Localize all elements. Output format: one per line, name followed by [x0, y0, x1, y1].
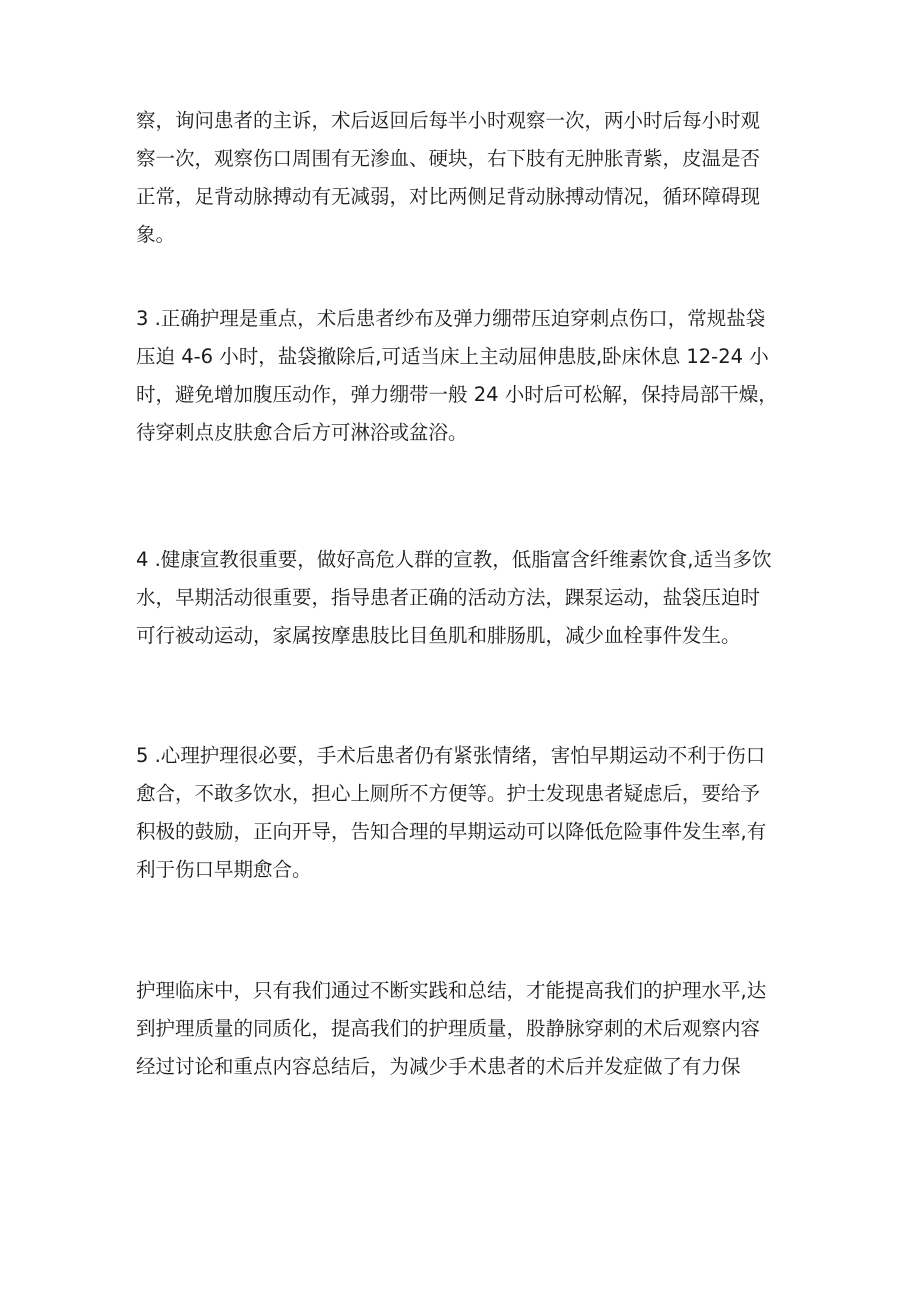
- paragraph-item-4: [136, 541, 816, 655]
- paragraph-item-5: [136, 737, 816, 889]
- text-line: 护理临床中，只有我们通过不断实践和总结，才能提高我们的护理水平,达: [136, 979, 767, 1002]
- text-line: 3 .正确护理是重点，术后患者纱布及弹力绷带压迫穿刺点伤口，常规盐袋: [136, 307, 766, 330]
- text-line: 察，询问患者的主诉，术后返回后每半小时观察一次，两小时后每小时观: [136, 109, 761, 132]
- paragraph-item-3: [136, 300, 816, 452]
- text-line: 象。: [136, 223, 176, 246]
- text-line: 经过讨论和重点内容总结后，为减少手术患者的术后并发症做了有力保: [136, 1055, 741, 1078]
- paragraph-observation: [136, 102, 816, 254]
- text-line: 愈合，不敢多饮水，担心上厕所不方便等。护士发现患者疑虑后，要给予: [136, 782, 761, 805]
- text-line: 4 .健康宣教很重要，做好高危人群的宣教，低脂富含纤维素饮食,适当多饮: [136, 548, 772, 571]
- text-line: 利于伤口早期愈合。: [136, 858, 312, 881]
- text-line: 水，早期活动很重要，指导患者正确的活动方法，踝泵运动，盐袋压迫时: [136, 586, 761, 609]
- text-line: 待穿刺点皮肤愈合后方可淋浴或盆浴。: [136, 421, 468, 444]
- paragraph-conclusion: [136, 972, 816, 1086]
- text-line: 5 .心理护理很必要，手术后患者仍有紧张情绪，害怕早期运动不利于伤口: [136, 744, 766, 767]
- text-line: 时，避免增加腹压动作，弹力绷带一般 24 小时后可松解，保持局部干燥，: [136, 383, 778, 406]
- text-line: 积极的鼓励，正向开导，告知合理的早期运动可以降低危险事件发生率,有: [136, 820, 767, 843]
- text-line: 察一次，观察伤口周围有无渗血、硬块，右下肢有无肿胀青紫，皮温是否: [136, 147, 761, 170]
- text-line: 正常，足背动脉搏动有无减弱，对比两侧足背动脉搏动情况，循环障碍现: [136, 185, 761, 208]
- text-line: 可行被动运动，家属按摩患肢比目鱼肌和腓肠肌，减少血栓事件发生。: [136, 624, 741, 647]
- text-line: 压迫 4-6 小时，盐袋撤除后,可适当床上主动屈伸患肢,卧床休息 12-24 小: [136, 345, 769, 368]
- text-line: 到护理质量的同质化，提高我们的护理质量，股静脉穿刺的术后观察内容: [136, 1017, 761, 1040]
